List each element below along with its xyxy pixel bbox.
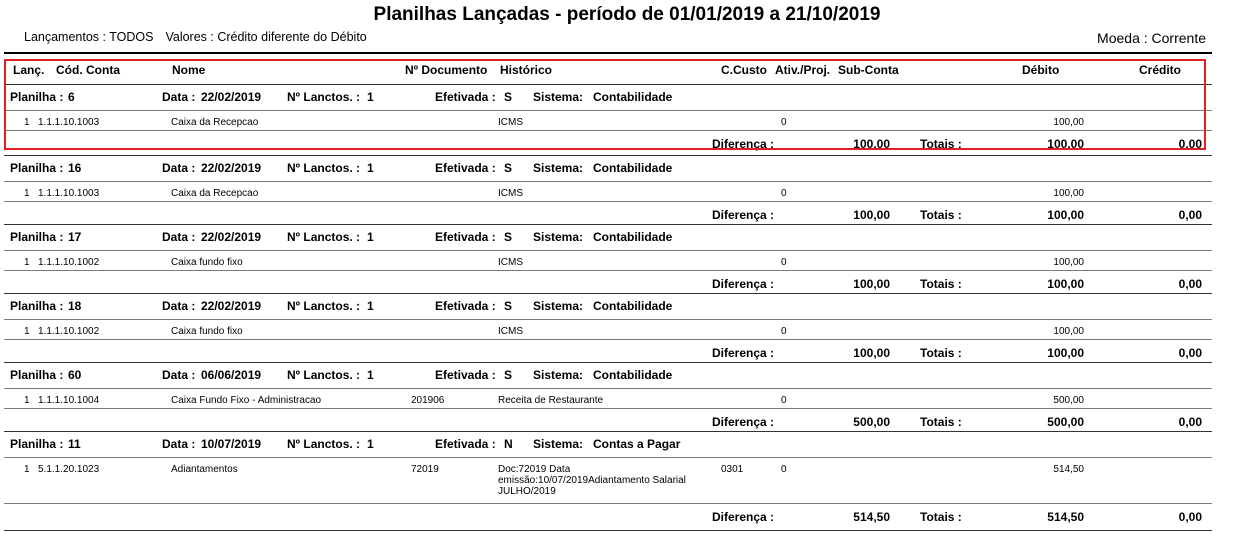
row-historico: Receita de Restaurante xyxy=(498,395,604,406)
filter-lancamentos: Lançamentos : TODOS xyxy=(24,30,154,44)
row-ccusto: 0301 xyxy=(721,464,744,475)
row-ativ: 0 xyxy=(781,395,787,406)
col-lanc: Lanç. xyxy=(13,63,45,77)
row-historico: Doc:72019 Data emissão:10/07/2019Adiantamento Salarial JULHO/2019 xyxy=(498,464,686,497)
sistema-value: Contas a Pagar xyxy=(593,437,681,451)
efetivada-label: Efetivada : xyxy=(435,230,496,244)
efetivada-label: Efetivada : xyxy=(435,437,496,451)
col-ativ: Ativ./Proj. xyxy=(775,63,831,77)
data-value: 06/06/2019 xyxy=(201,368,262,382)
data-value: 22/02/2019 xyxy=(201,299,262,313)
row-conta: 5.1.1.20.1023 xyxy=(38,464,100,475)
sistema-value: Contabilidade xyxy=(593,299,673,313)
lanctos-label: Nº Lanctos. : xyxy=(287,230,361,244)
planilha-label: Planilha : xyxy=(10,437,64,451)
row-lanc: 1 xyxy=(24,117,30,128)
sistema-label: Sistema: xyxy=(533,161,584,175)
total-debito: 100,00 xyxy=(1047,277,1084,291)
lanctos-value: 1 xyxy=(367,161,374,175)
sistema-label: Sistema: xyxy=(533,368,584,382)
data-label: Data : xyxy=(162,161,196,175)
sistema-value: Contabilidade xyxy=(593,230,673,244)
col-debito: Débito xyxy=(1022,63,1060,77)
row-lanc: 1 xyxy=(24,326,30,337)
row-debito: 100,00 xyxy=(1053,326,1084,337)
lanctos-label: Nº Lanctos. : xyxy=(287,368,361,382)
total-credito: 0,00 xyxy=(1178,510,1202,524)
row-nome: Caixa fundo fixo xyxy=(171,257,243,268)
report-title: Planilhas Lançadas - período de 01/01/2019 a 21/10/2019 xyxy=(373,4,881,25)
block-total-rule xyxy=(4,270,1212,271)
efetivada-label: Efetivada : xyxy=(435,90,496,104)
row-conta: 1.1.1.10.1002 xyxy=(38,326,100,337)
data-label: Data : xyxy=(162,230,196,244)
currency-label: Moeda : Corrente xyxy=(1097,30,1206,46)
col-nome: Nome xyxy=(172,63,206,77)
planilha-block xyxy=(0,362,1254,432)
efetivada-value: S xyxy=(504,368,513,382)
planilha-block xyxy=(0,84,1254,154)
row-conta: 1.1.1.10.1002 xyxy=(38,257,100,268)
total-credito: 0,00 xyxy=(1178,208,1202,222)
col-documento: Nº Documento xyxy=(405,63,488,77)
diferenca-label: Diferença : xyxy=(712,415,775,429)
planilha-block xyxy=(0,224,1254,294)
block-top-rule xyxy=(4,293,1212,294)
planilha-number: 60 xyxy=(68,368,82,382)
planilha-label: Planilha : xyxy=(10,161,64,175)
filter-line xyxy=(24,30,367,44)
diferenca-value: 514,50 xyxy=(853,510,890,524)
row-conta: 1.1.1.10.1004 xyxy=(38,395,100,406)
totais-label: Totais : xyxy=(920,510,962,524)
row-historico: ICMS xyxy=(498,326,523,337)
row-nome: Caixa da Recepcao xyxy=(171,117,259,128)
sistema-label: Sistema: xyxy=(533,90,584,104)
row-lanc: 1 xyxy=(24,257,30,268)
col-historico: Histórico xyxy=(500,63,553,77)
data-label: Data : xyxy=(162,90,196,104)
block-total-rule xyxy=(4,130,1212,131)
block-total-rule xyxy=(4,201,1212,202)
row-historico: ICMS xyxy=(498,188,523,199)
lanctos-label: Nº Lanctos. : xyxy=(287,299,361,313)
header-rule xyxy=(4,52,1212,54)
planilha-number: 17 xyxy=(68,230,82,244)
block-row-rule xyxy=(4,388,1212,389)
row-lanc: 1 xyxy=(24,464,30,475)
efetivada-value: N xyxy=(504,437,513,451)
lanctos-value: 1 xyxy=(367,230,374,244)
efetivada-label: Efetivada : xyxy=(435,161,496,175)
row-nome: Caixa da Recepcao xyxy=(171,188,259,199)
row-documento: 201906 xyxy=(411,395,445,406)
lanctos-label: Nº Lanctos. : xyxy=(287,437,361,451)
efetivada-label: Efetivada : xyxy=(435,299,496,313)
efetivada-value: S xyxy=(504,299,513,313)
row-ativ: 0 xyxy=(781,117,787,128)
row-debito: 100,00 xyxy=(1053,117,1084,128)
diferenca-value: 500,00 xyxy=(853,415,890,429)
total-credito: 0,00 xyxy=(1178,137,1202,151)
diferenca-label: Diferença : xyxy=(712,277,775,291)
row-ativ: 0 xyxy=(781,188,787,199)
lanctos-value: 1 xyxy=(367,437,374,451)
row-historico: ICMS xyxy=(498,257,523,268)
data-label: Data : xyxy=(162,299,196,313)
totais-label: Totais : xyxy=(920,346,962,360)
total-credito: 0,00 xyxy=(1178,415,1202,429)
planilha-label: Planilha : xyxy=(10,368,64,382)
row-conta: 1.1.1.10.1003 xyxy=(38,188,100,199)
row-debito: 100,00 xyxy=(1053,188,1084,199)
sistema-value: Contabilidade xyxy=(593,161,673,175)
row-nome: Adiantamentos xyxy=(171,464,238,475)
row-ativ: 0 xyxy=(781,257,787,268)
block-top-rule xyxy=(4,431,1212,432)
block-row-rule xyxy=(4,319,1212,320)
row-nome: Caixa Fundo Fixo - Administracao xyxy=(171,395,322,406)
block-top-rule xyxy=(4,84,1212,85)
block-top-rule xyxy=(4,362,1212,363)
sistema-label: Sistema: xyxy=(533,299,584,313)
data-label: Data : xyxy=(162,368,196,382)
planilha-number: 18 xyxy=(68,299,82,313)
row-debito: 500,00 xyxy=(1053,395,1084,406)
row-ativ: 0 xyxy=(781,464,787,475)
block-row-rule xyxy=(4,181,1212,182)
totais-label: Totais : xyxy=(920,415,962,429)
lanctos-value: 1 xyxy=(367,299,374,313)
total-debito: 100,00 xyxy=(1047,137,1084,151)
diferenca-label: Diferença : xyxy=(712,346,775,360)
sistema-value: Contabilidade xyxy=(593,368,673,382)
planilha-label: Planilha : xyxy=(10,90,64,104)
sistema-label: Sistema: xyxy=(533,437,584,451)
efetivada-label: Efetivada : xyxy=(435,368,496,382)
row-debito: 100,00 xyxy=(1053,257,1084,268)
block-row-rule xyxy=(4,457,1212,458)
total-debito: 514,50 xyxy=(1047,510,1084,524)
lanctos-value: 1 xyxy=(367,90,374,104)
lanctos-value: 1 xyxy=(367,368,374,382)
page-bottom-rule xyxy=(4,530,1212,531)
lanctos-label: Nº Lanctos. : xyxy=(287,90,361,104)
planilha-label: Planilha : xyxy=(10,230,64,244)
planilha-block xyxy=(0,431,1254,531)
block-top-rule xyxy=(4,155,1212,156)
row-documento: 72019 xyxy=(411,464,439,475)
efetivada-value: S xyxy=(504,90,513,104)
total-credito: 0,00 xyxy=(1178,277,1202,291)
planilha-block xyxy=(0,293,1254,363)
col-conta: Cód. Conta xyxy=(56,63,120,77)
filter-valores: Valores : Crédito diferente do Débito xyxy=(165,30,367,44)
row-historico: ICMS xyxy=(498,117,523,128)
diferenca-label: Diferença : xyxy=(712,510,775,524)
lanctos-label: Nº Lanctos. : xyxy=(287,161,361,175)
row-lanc: 1 xyxy=(24,395,30,406)
sistema-value: Contabilidade xyxy=(593,90,673,104)
col-credito: Crédito xyxy=(1139,63,1181,77)
block-total-rule xyxy=(4,503,1212,504)
block-row-rule xyxy=(4,110,1212,111)
col-subconta: Sub-Conta xyxy=(838,63,899,77)
total-debito: 100,00 xyxy=(1047,208,1084,222)
data-value: 10/07/2019 xyxy=(201,437,262,451)
planilha-block xyxy=(0,155,1254,225)
total-credito: 0,00 xyxy=(1178,346,1202,360)
row-lanc: 1 xyxy=(24,188,30,199)
totais-label: Totais : xyxy=(920,137,962,151)
diferenca-value: 100,00 xyxy=(853,277,890,291)
data-value: 22/02/2019 xyxy=(201,161,262,175)
block-total-rule xyxy=(4,339,1212,340)
col-ccusto: C.Custo xyxy=(721,63,767,77)
diferenca-value: 100,00 xyxy=(853,208,890,222)
planilha-label: Planilha : xyxy=(10,299,64,313)
block-top-rule xyxy=(4,224,1212,225)
planilha-number: 6 xyxy=(68,90,75,104)
totais-label: Totais : xyxy=(920,277,962,291)
total-debito: 100,00 xyxy=(1047,346,1084,360)
row-ativ: 0 xyxy=(781,326,787,337)
data-value: 22/02/2019 xyxy=(201,230,262,244)
block-total-rule xyxy=(4,408,1212,409)
sistema-label: Sistema: xyxy=(533,230,584,244)
planilha-number: 16 xyxy=(68,161,82,175)
block-row-rule xyxy=(4,250,1212,251)
data-value: 22/02/2019 xyxy=(201,90,262,104)
planilha-number: 11 xyxy=(68,437,81,451)
total-debito: 500,00 xyxy=(1047,415,1084,429)
totais-label: Totais : xyxy=(920,208,962,222)
diferenca-label: Diferença : xyxy=(712,208,775,222)
row-nome: Caixa fundo fixo xyxy=(171,326,243,337)
data-label: Data : xyxy=(162,437,196,451)
diferenca-label: Diferença : xyxy=(712,137,775,151)
row-debito: 514,50 xyxy=(1053,464,1084,475)
diferenca-value: 100,00 xyxy=(853,137,890,151)
diferenca-value: 100,00 xyxy=(853,346,890,360)
efetivada-value: S xyxy=(504,230,513,244)
efetivada-value: S xyxy=(504,161,513,175)
row-conta: 1.1.1.10.1003 xyxy=(38,117,100,128)
